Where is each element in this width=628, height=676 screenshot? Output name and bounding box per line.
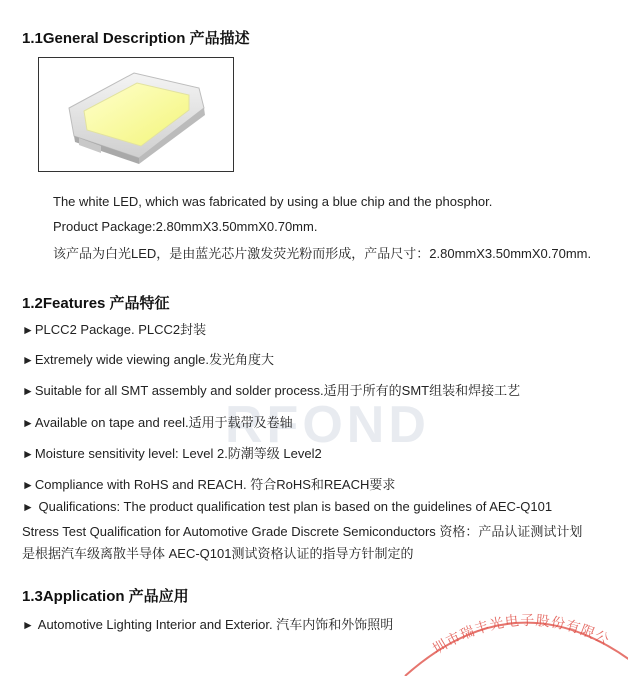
section-title-application: 1.3Application 产品应用 [22, 588, 189, 605]
qualifications-line-2: Stress Test Qualification for Automotive Grade Discrete Semiconductors 资格：产品认证测试计划 [22, 524, 583, 539]
description-line-package: Product Package:2.80mmX3.50mmX0.70mm. [53, 219, 318, 234]
feature-text: Suitable for all SMT assembly and solder process.适用于所有的SMT组装和焊接工艺 [34, 383, 521, 398]
qualifications-text: Qualifications: The product qualification test plan is based on the guidelines of AEC-Q101 [34, 499, 553, 514]
feature-item [22, 349, 274, 368]
watermark-logo: RFOND [225, 396, 430, 454]
feature-text: Available on tape and reel.适用于载带及卷轴 [34, 415, 293, 430]
bullet-icon: ► [22, 447, 34, 461]
bullet-icon: ► [22, 384, 34, 398]
feature-item [22, 380, 520, 399]
qualifications-line-3: 是根据汽车级离散半导体 AEC-Q101测试资格认证的指导方针制定的 [22, 546, 414, 561]
svg-text:圳市瑞丰光电子股份有限公 [430, 612, 612, 658]
bullet-icon: ► [22, 416, 34, 430]
section-title-general-description: 1.1General Description 产品描述 [22, 30, 250, 47]
bullet-icon: ► [22, 323, 34, 337]
feature-text: Moisture sensitivity level: Level 2.防潮等级 Level2 [34, 446, 322, 461]
led-product-image [38, 57, 234, 172]
section-title-features: 1.2Features 产品特征 [22, 295, 170, 312]
feature-text: Extremely wide viewing angle.发光角度大 [34, 352, 275, 367]
application-text: Automotive Lighting Interior and Exterior. 汽车内饰和外饰照明 [34, 617, 394, 632]
feature-text: PLCC2 Package. PLCC2封装 [34, 322, 207, 337]
bullet-icon: ► [22, 478, 34, 492]
description-line-english: The white LED, which was fabricated by using a blue chip and the phosphor. [53, 194, 493, 209]
feature-item [22, 412, 293, 431]
stamp-text: 圳市瑞丰光电子股份有限公 [430, 612, 613, 658]
led-package-illustration [39, 58, 233, 171]
bullet-icon: ► [22, 618, 34, 632]
feature-item [22, 443, 322, 462]
bullet-icon: ► [22, 500, 34, 514]
bullet-icon: ► [22, 353, 34, 367]
feature-item [22, 319, 206, 338]
application-item [22, 614, 393, 633]
company-seal-stamp [400, 596, 628, 676]
description-line-chinese: 该产品为白光LED，是由蓝光芯片激发荧光粉而形成，产品尺寸：2.80mmX3.50mmX0.70mm. [53, 246, 592, 261]
qualifications-line-1 [22, 499, 552, 514]
feature-text: Compliance with RoHS and REACH. 符合RoHS和REACH要求 [34, 477, 396, 492]
feature-item [22, 474, 395, 493]
